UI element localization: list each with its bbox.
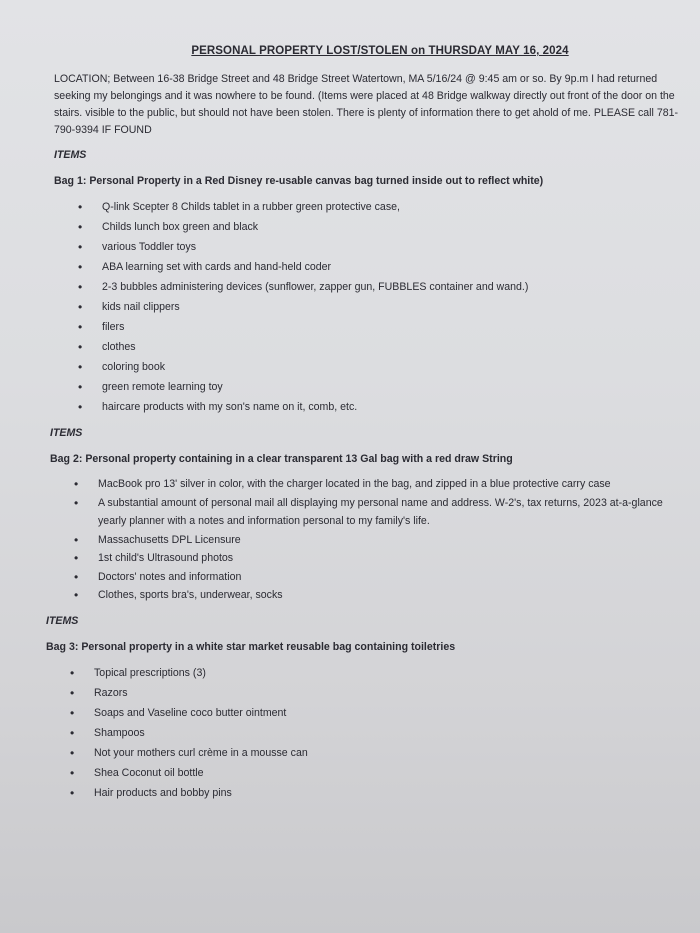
bag-2-header: Bag 2: Personal property containing in a clear transparent 13 Gal bag with a red draw String xyxy=(50,453,513,465)
list-item: • Shampoos xyxy=(70,723,686,743)
bag-2-section xyxy=(50,427,686,605)
list-item: • Doctors' notes and information xyxy=(74,568,686,587)
list-item: • Razors xyxy=(70,683,686,703)
list-item: • Not your mothers curl crème in a mousse can xyxy=(70,743,686,763)
list-item: • green remote learning toy xyxy=(78,377,686,397)
items-heading: ITEMS xyxy=(54,149,87,161)
location-paragraph: LOCATION; Between 16-38 Bridge Street and 48 Bridge Street Watertown, MA 5/16/24 @ 9:45 am or so. By 9p.m I had returned seeking my belongings and it was nowhere to be found. (Items were placed at 48 Bridge walkway directly out front of the door on the stairs. visible to the public, but should not have been stolen. There is plenty of information there to get ahold of me. PLEASE call 781-790-9394 IF FOUND xyxy=(54,73,679,136)
list-item: • clothes xyxy=(78,337,686,357)
bag-1-header: Bag 1: Personal Property in a Red Disney re-usable canvas bag turned inside out to reflect white) xyxy=(54,175,544,187)
list-item: • kids nail clippers xyxy=(78,297,686,317)
list-item: • Childs lunch box green and black xyxy=(78,217,686,237)
bag-3-section xyxy=(46,615,686,803)
bag-1-section xyxy=(54,149,686,417)
items-heading: ITEMS xyxy=(50,427,83,439)
list-item: • haircare products with my son's name on it, comb, etc. xyxy=(78,397,686,417)
document-title: PERSONAL PROPERTY LOST/STOLEN on THURSDAY MAY 16, 2024 xyxy=(191,45,569,57)
list-item: • A substantial amount of personal mail all displaying my personal name and address. W-2's, tax returns, 2023 at-a-glance yearly planner with a notes and information personal to my family's life. xyxy=(74,494,686,531)
bag-3-header: Bag 3: Personal property in a white star market reusable bag containing toiletries xyxy=(46,640,456,653)
list-item: • Clothes, sports bra's, underwear, socks xyxy=(74,586,686,605)
list-item: • MacBook pro 13' silver in color, with the charger located in the bag, and zipped in a blue protective carry case xyxy=(74,475,686,494)
list-item: • Shea Coconut oil bottle xyxy=(70,763,686,783)
list-item: • Massachusetts DPL Licensure xyxy=(74,531,686,550)
list-item: • Q-link Scepter 8 Childs tablet in a rubber green protective case, xyxy=(78,197,686,217)
list-item: • 2-3 bubbles administering devices (sunflower, zapper gun, FUBBLES container and wand.) xyxy=(78,277,686,297)
bag-3-list xyxy=(46,663,686,803)
list-item: • Soaps and Vaseline coco butter ointment xyxy=(70,703,686,723)
list-item: • 1st child's Ultrasound photos xyxy=(74,549,686,568)
list-item: • Hair products and bobby pins xyxy=(70,783,686,803)
items-heading: ITEMS xyxy=(46,614,79,627)
list-item: • various Toddler toys xyxy=(78,237,686,257)
list-item: • filers xyxy=(78,317,686,337)
list-item: • Topical prescriptions (3) xyxy=(70,663,686,683)
list-item: • coloring book xyxy=(78,357,686,377)
bag-2-list xyxy=(50,475,686,605)
list-item: • ABA learning set with cards and hand-held coder xyxy=(78,257,686,277)
bag-1-list xyxy=(54,197,686,417)
